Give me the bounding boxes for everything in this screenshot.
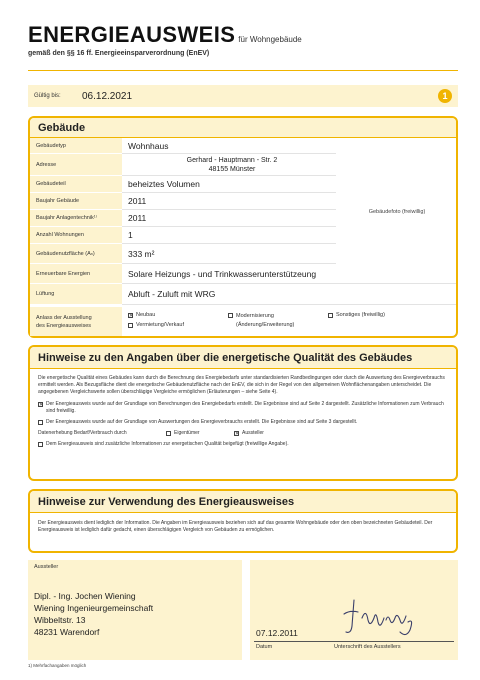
document-title: ENERGIEAUSWEIS bbox=[28, 22, 236, 47]
document-header bbox=[28, 22, 458, 57]
row-value: 2011 bbox=[122, 193, 336, 210]
gebaeude-heading: Gebäude bbox=[30, 118, 456, 138]
row-lueftung bbox=[30, 284, 456, 305]
option-label: Modernisierung bbox=[236, 313, 274, 319]
option-modernisierung[interactable] bbox=[228, 312, 294, 330]
signature-date: 07.12.2011 bbox=[256, 628, 298, 638]
row-key: Adresse bbox=[30, 154, 122, 176]
row-key: Anzahl Wohnungen bbox=[30, 227, 122, 244]
document-subtitle: gemäß den §§ 16 ff. Energieeinsparverordnung (EnEV) bbox=[28, 50, 210, 57]
row-key: Baujahr Gebäude bbox=[30, 193, 122, 210]
document-title-suffix: für Wohngebäude bbox=[238, 35, 302, 44]
signature-line bbox=[254, 641, 454, 642]
building-photo-placeholder bbox=[338, 138, 456, 286]
footnote: 1) Mehrfachangaben möglich bbox=[28, 663, 87, 668]
option-zusatzinfo[interactable] bbox=[30, 441, 456, 448]
row-key: Baujahr Anlagentechnik¹⁾ bbox=[30, 210, 122, 227]
option-bedarf-text: Der Energieausweis wurde auf der Grundlage von Berechnungen des Energiebedarfs erstellt. Die Ergebnisse sind auf Seite 2 dargestellt. Zusätzliche Informationen zum Verbrauch sind freiwillig. bbox=[46, 401, 444, 414]
address-city: 48155 Münster bbox=[208, 165, 256, 173]
date-label: Datum bbox=[256, 644, 273, 650]
anlass-key-line1: Anlass der Ausstellung bbox=[36, 314, 92, 321]
hinweise-angaben-section bbox=[28, 345, 458, 481]
row-gebaeudetyp bbox=[30, 138, 336, 154]
row-key: Gebäudetyp bbox=[30, 138, 122, 154]
row-value: Abluft - Zuluft mit WRG bbox=[122, 284, 456, 305]
checkbox-checked-icon[interactable] bbox=[128, 313, 133, 318]
handwritten-signature bbox=[340, 596, 420, 638]
row-key: Gebäudenutzfläche (Aₙ) bbox=[30, 244, 122, 264]
hinweise-verwendung-text: Der Energieausweis dient lediglich der Information. Die Angaben im Energieausweis beziehen sich auf das gesamte Wohngebäude oder den oben bezeichneten Gebäudeteil. Der Energieausweis ist lediglich dafür gedacht, einen überschlägigen Vergleich von Gebäuden zu ermöglichen. bbox=[38, 520, 433, 533]
row-value: 333 m² bbox=[122, 244, 336, 264]
hinweise-verwendung-heading: Hinweise zur Verwendung des Energieausweises bbox=[30, 491, 456, 513]
gebaeude-section bbox=[28, 116, 458, 338]
eigentuemer-label: Eigentümer bbox=[174, 430, 200, 436]
datenerhebung-line bbox=[30, 430, 456, 437]
checkbox-icon[interactable] bbox=[328, 313, 333, 318]
row-gebaeudeteil bbox=[30, 176, 336, 193]
signature-block bbox=[250, 560, 458, 660]
option-label-sub: (Änderung/Erweiterung) bbox=[236, 322, 295, 328]
checkbox-checked-icon[interactable] bbox=[234, 431, 239, 436]
option-verbrauch-text: Der Energieausweis wurde auf der Grundlage von Auswertungen des Energieverbrauchs erstellt. Die Ergebnisse sind auf Seite 3 dargestellt. bbox=[46, 419, 358, 425]
option-vermietung-verkauf[interactable] bbox=[128, 322, 184, 328]
row-value: Solare Heizungs - und Trinkwasserunterstützeung bbox=[122, 264, 456, 284]
aussteller-address bbox=[34, 590, 153, 638]
checkbox-icon[interactable] bbox=[228, 313, 233, 318]
aussteller-label: Aussteller bbox=[34, 564, 59, 570]
validity-bar bbox=[28, 85, 458, 107]
row-value: 2011 bbox=[122, 210, 336, 227]
building-photo-label: Gebäudefoto (freiwillig) bbox=[368, 209, 426, 215]
anlass-key bbox=[30, 307, 122, 336]
row-anzahl-wohnungen bbox=[30, 227, 336, 244]
signature-label: Unterschrift des Ausstellers bbox=[334, 644, 401, 650]
checkbox-checked-icon[interactable] bbox=[38, 402, 43, 407]
option-zusatzinfo-text: Dem Energieausweis sind zusätzliche Informationen zur energetischen Qualität beigefügt (freiwillige Angabe). bbox=[46, 441, 289, 447]
option-label: Vermietung/Verkauf bbox=[136, 322, 185, 328]
aussteller-option-label: Aussteller bbox=[242, 430, 264, 436]
anlass-options bbox=[122, 307, 456, 336]
datenerhebung-label: Datenerhebung Bedarf/Verbrauch durch bbox=[38, 430, 127, 436]
option-label: Neubau bbox=[136, 312, 156, 318]
checkbox-icon[interactable] bbox=[166, 431, 171, 436]
row-adresse bbox=[30, 154, 336, 176]
row-value: 1 bbox=[122, 227, 336, 244]
option-label: Sonstiges (freiwillig) bbox=[336, 312, 385, 318]
validity-label: Gültig bis: bbox=[34, 93, 61, 99]
option-neubau[interactable] bbox=[128, 312, 155, 318]
aussteller-line: Dipl. - Ing. Jochen Wiening bbox=[34, 591, 136, 601]
address-street: Gerhard - Hauptmann - Str. 2 bbox=[186, 156, 278, 164]
hinweise-verwendung-section bbox=[28, 489, 458, 553]
option-label-group bbox=[236, 312, 294, 330]
hinweise-angaben-heading: Hinweise zu den Angaben über die energetische Qualität des Gebäudes bbox=[30, 347, 456, 369]
row-key: Lüftung bbox=[30, 284, 122, 305]
checkbox-icon[interactable] bbox=[38, 420, 43, 425]
row-value: Wohnhaus bbox=[122, 138, 336, 154]
row-anlass bbox=[30, 307, 456, 336]
validity-date: 06.12.2021 bbox=[82, 90, 133, 102]
row-baujahr-gebaeude bbox=[30, 193, 336, 210]
row-key: Erneuerbare Energien bbox=[30, 264, 122, 284]
option-verbrauch[interactable] bbox=[30, 419, 456, 426]
row-value: beheiztes Volumen bbox=[122, 176, 336, 193]
row-nutzflaeche bbox=[30, 244, 336, 264]
option-sonstiges[interactable] bbox=[328, 312, 385, 318]
row-value bbox=[122, 154, 336, 176]
aussteller-line: Wiening Ingenieurgemeinschaft bbox=[34, 603, 154, 613]
page-number-badge: 1 bbox=[438, 89, 452, 103]
aussteller-line: Wibbeltstr. 13 bbox=[34, 615, 86, 625]
checkbox-icon[interactable] bbox=[128, 323, 133, 328]
checkbox-icon[interactable] bbox=[38, 442, 43, 447]
hinweise-intro-text: Die energetische Qualität eines Gebäudes kann durch die Berechnung des Energiebedarfs unter standardisierten Randbedingungen oder durch die Auswertung des Energieverbrauchs ermittelt werden. Als Bezugsfläche dient die energetische Gebäudenutzfläche nach der EnEV, die sich in der Regel von den allgemeinen Wohnflächenangaben unterscheidet. Die angegebenen Vergleichswerte sollen überschlägige Vergleiche ermöglichen (Erläuterungen – siehe Seite 4). bbox=[38, 375, 445, 395]
anlass-key-line2: des Energieausweises bbox=[36, 322, 92, 329]
option-bedarf[interactable] bbox=[30, 401, 456, 415]
row-key: Gebäudeteil bbox=[30, 176, 122, 193]
aussteller-block bbox=[28, 560, 242, 660]
header-divider bbox=[28, 70, 458, 71]
aussteller-line: 48231 Warendorf bbox=[34, 627, 100, 637]
row-baujahr-anlagentechnik bbox=[30, 210, 336, 227]
